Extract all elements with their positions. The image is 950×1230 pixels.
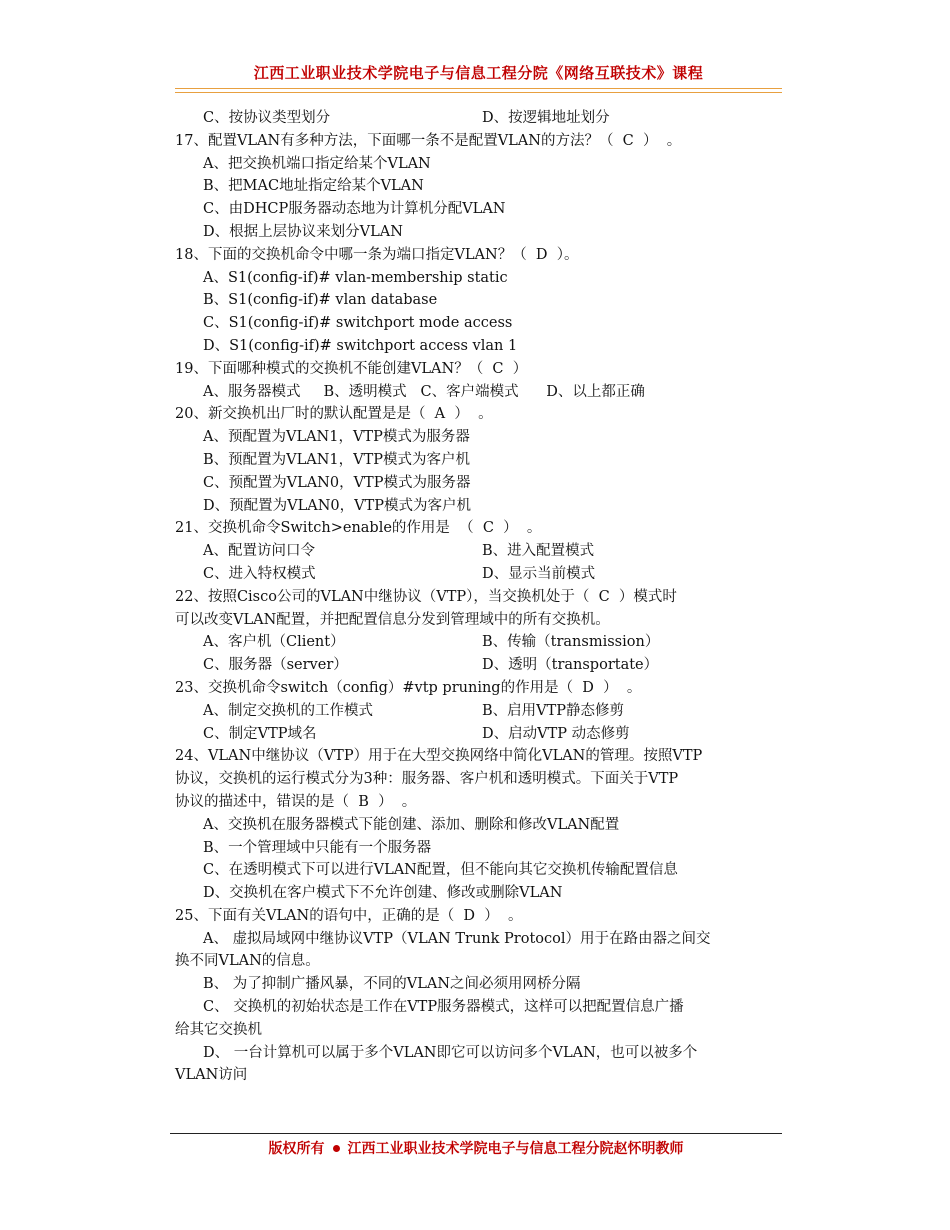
- question-line: 可以改变VLAN配置，并把配置信息分发到管理域中的所有交换机。: [175, 611, 610, 628]
- option-text: B、进入配置模式: [482, 543, 595, 560]
- question-line: 20、新交换机出厂时的默认配置是是（ A ） 。: [175, 406, 493, 423]
- question-line: 23、交换机命令switch（config）#vtp pruning的作用是（ D ） 。: [175, 679, 642, 696]
- option-line: C、由DHCP服务器动态地为计算机分配VLAN: [203, 201, 506, 218]
- option-text: B、传输（transmission）: [482, 634, 660, 651]
- option-line: A、服务器模式 B、透明模式 C、客户端模式 D、以上都正确: [203, 383, 645, 400]
- option-text: D、启动VTP 动态修剪: [482, 725, 630, 742]
- option-text: A、制定交换机的工作模式: [203, 702, 373, 719]
- bullet-dot-icon: [333, 1145, 340, 1152]
- option-row: [175, 631, 785, 654]
- option-line: D、根据上层协议来划分VLAN: [203, 223, 403, 240]
- page-footer: [170, 1138, 782, 1158]
- question-line: 25、下面有关VLAN的语句中，正确的是（ D ） 。: [175, 907, 523, 924]
- option-row: [175, 700, 785, 723]
- option-line: A、S1(config-if)# vlan-membership static: [203, 269, 508, 286]
- option-line: C、预配置为VLAN0，VTP模式为服务器: [203, 474, 471, 491]
- option-line: C、 交换机的初始状态是工作在VTP服务器模式，这样可以把配置信息广播: [203, 999, 684, 1016]
- option-line: D、预配置为VLAN0，VTP模式为客户机: [203, 497, 472, 514]
- option-text: C、按协议类型划分: [203, 110, 331, 126]
- question-line: 24、VLAN中继协议（VTP）用于在大型交换网络中简化VLAN的管理。按照VTP: [175, 748, 703, 765]
- option-line: B、 为了抑制广播风暴，不同的VLAN之间必须用网桥分隔: [203, 976, 581, 993]
- header-rule: [175, 88, 782, 89]
- option-text: C、进入特权模式: [203, 565, 316, 582]
- option-line: D、S1(config-if)# switchport access vlan 1: [203, 337, 518, 354]
- option-row: [175, 107, 785, 130]
- option-text: C、服务器（server）: [203, 657, 348, 674]
- question-line: 协议的描述中，错误的是（ B ） 。: [175, 793, 417, 810]
- footer-author: 江西工业职业技术学院电子与信息工程分院赵怀明教师: [347, 1141, 684, 1157]
- option-text: D、按逻辑地址划分: [482, 110, 610, 126]
- page-header-title: 江西工业职业技术学院电子与信息工程分院《网络互联技术》课程: [253, 64, 704, 82]
- option-line: D、 一台计算机可以属于多个VLAN即它可以访问多个VLAN，也可以被多个: [203, 1044, 698, 1061]
- option-line: A、把交换机端口指定给某个VLAN: [203, 155, 431, 172]
- option-text: B、启用VTP静态修剪: [482, 702, 625, 719]
- option-row: [175, 540, 785, 563]
- question-line: VLAN访问: [175, 1067, 248, 1084]
- option-row: [175, 654, 785, 677]
- option-text: D、透明（transportate）: [482, 657, 659, 674]
- option-row: [175, 723, 785, 746]
- option-text: C、制定VTP域名: [203, 725, 317, 742]
- question-line: 换不同VLAN的信息。: [175, 953, 320, 970]
- question-line: 21、交换机命令Switch>enable的作用是 （ C ） 。: [175, 520, 542, 537]
- option-line: B、S1(config-if)# vlan database: [203, 292, 438, 309]
- question-line: 给其它交换机: [175, 1021, 262, 1038]
- header-rule-secondary: [175, 92, 782, 93]
- option-line: A、预配置为VLAN1，VTP模式为服务器: [203, 429, 470, 446]
- question-line: 19、下面哪种模式的交换机不能创建VLAN？（ C ）: [175, 360, 528, 377]
- question-line: 17、配置VLAN有多种方法，下面哪一条不是配置VLAN的方法？（ C ） 。: [175, 132, 682, 149]
- option-text: A、客户机（Client）: [203, 634, 345, 651]
- footer-copyright: 版权所有: [268, 1141, 325, 1157]
- option-line: A、交换机在服务器模式下能创建、添加、删除和修改VLAN配置: [203, 816, 620, 833]
- question-line: 22、按照Cisco公司的VLAN中继协议（VTP），当交换机处于（ C ）模式时: [175, 588, 677, 605]
- document-body: [175, 107, 785, 1087]
- option-line: C、S1(config-if)# switchport mode access: [203, 315, 513, 332]
- option-line: B、一个管理域中只能有一个服务器: [203, 839, 432, 856]
- question-line: 协议，交换机的运行模式分为3种：服务器、客户机和透明模式。下面关于VTP: [175, 771, 679, 788]
- option-line: B、把MAC地址指定给某个VLAN: [203, 178, 424, 195]
- option-row: [175, 563, 785, 586]
- option-text: D、显示当前模式: [482, 565, 596, 582]
- option-line: A、 虚拟局域网中继协议VTP（VLAN Trunk Protocol）用于在路由器之间交: [203, 930, 711, 947]
- option-line: B、预配置为VLAN1，VTP模式为客户机: [203, 451, 471, 468]
- question-line: 18、下面的交换机命令中哪一条为端口指定VLAN？（ D ）。: [175, 246, 579, 263]
- option-line: D、交换机在客户模式下不允许创建、修改或删除VLAN: [203, 885, 563, 902]
- option-text: A、配置访问口令: [203, 543, 315, 560]
- option-line: C、在透明模式下可以进行VLAN配置，但不能向其它交换机传输配置信息: [203, 862, 678, 879]
- footer-rule: [170, 1133, 782, 1134]
